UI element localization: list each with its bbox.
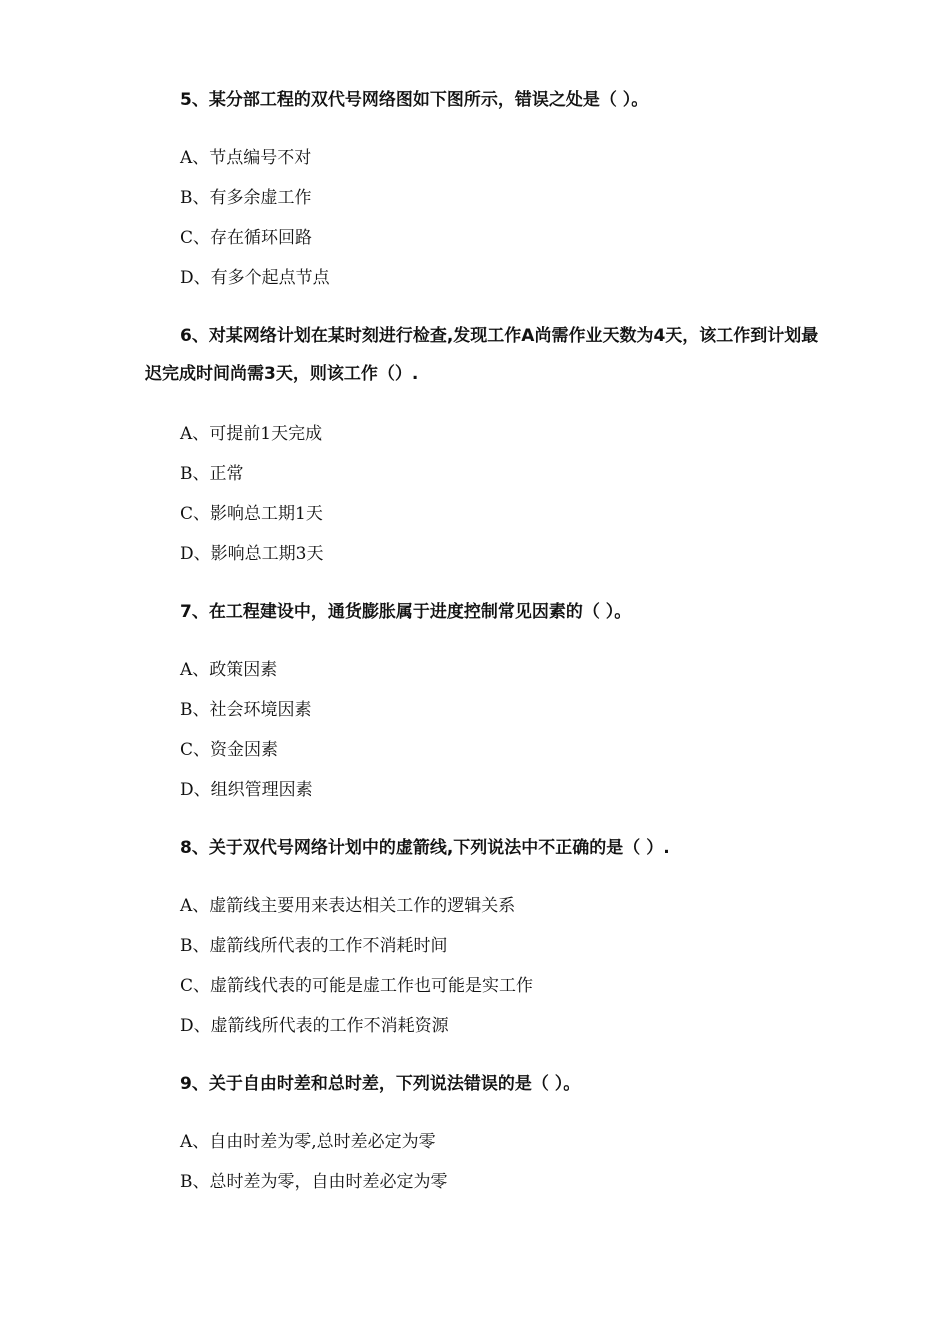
question-5-option-a: A、节点编号不对 [180,148,312,168]
question-8-option-b: B、虚箭线所代表的工作不消耗时间 [180,936,448,956]
question-6-option-d: D、影响总工期3天 [180,544,324,564]
question-9-option-b: B、总时差为零，自由时差必定为零 [180,1172,448,1192]
question-6-option-a: A、可提前1天完成 [180,424,323,444]
question-5-option-b: B、有多余虚工作 [180,188,312,208]
question-8-option-a: A、虚箭线主要用来表达相关工作的逻辑关系 [180,896,516,916]
question-6-option-c: C、影响总工期1天 [180,504,323,524]
question-8-option-c: C、虚箭线代表的可能是虚工作也可能是实工作 [180,976,534,996]
question-6-option-b: B、正常 [180,464,244,484]
question-5: 5、某分部工程的双代号网络图如下图所示，错误之处是（ ）。 [180,90,649,110]
question-5-option-c: C、存在循环回路 [180,228,313,248]
question-5-option-d: D、有多个起点节点 [180,268,330,288]
question-9-option-a: A、自由时差为零,总时差必定为零 [180,1132,436,1152]
question-8: 8、关于双代号网络计划中的虚箭线,下列说法中不正确的是（ ）. [180,838,670,858]
question-7-option-a: A、政策因素 [180,660,278,680]
question-9: 9、关于自由时差和总时差，下列说法错误的是（ ）。 [180,1074,581,1094]
question-7-option-c: C、资金因素 [180,740,279,760]
question-6: 6、对某网络计划在某时刻进行检查,发现工作A尚需作业天数为4天，该工作到计划最迟完成时间尚需3天，则该工作（）. [145,326,819,384]
question-7: 7、在工程建设中，通货膨胀属于进度控制常见因素的（ ）。 [180,602,632,622]
question-8-option-d: D、虚箭线所代表的工作不消耗资源 [180,1016,449,1036]
question-7-option-d: D、组织管理因素 [180,780,313,800]
question-7-option-b: B、社会环境因素 [180,700,312,720]
